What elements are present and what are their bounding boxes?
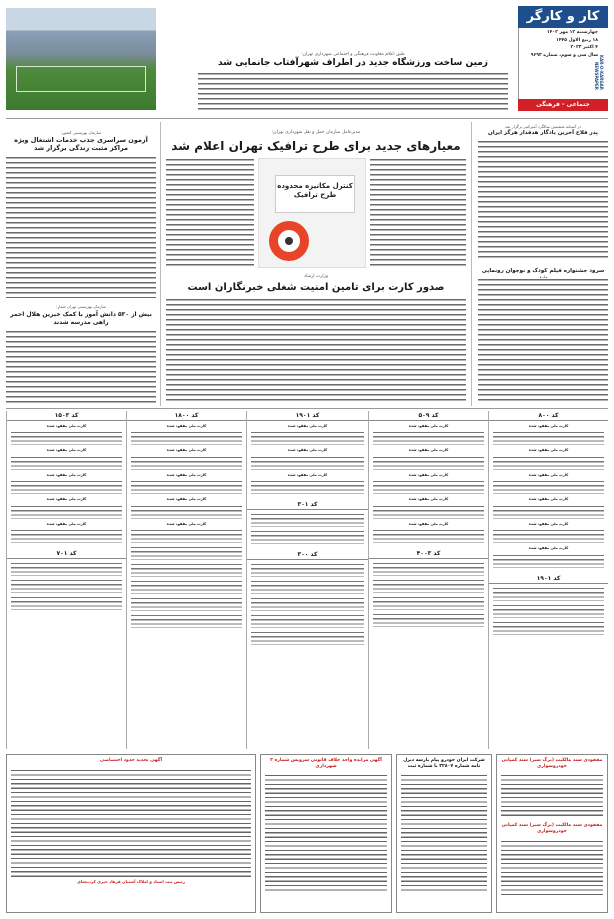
notice	[251, 580, 364, 594]
lead-body-text	[198, 72, 508, 112]
classified-column	[368, 411, 488, 749]
notice	[493, 505, 604, 519]
notice	[11, 579, 122, 593]
notice	[131, 597, 242, 611]
notice-heading: کارت ملی مفقود شده	[287, 424, 328, 428]
notice	[131, 505, 242, 519]
notice-heading: کارت ملی مفقود شده	[528, 448, 569, 453]
code-header: کد ۴۰۰۳	[369, 549, 488, 559]
main-headline: معیارهای جدید برای طرح ترافیک تهران اعلام شد	[171, 139, 461, 153]
classified-column	[126, 411, 246, 749]
notice	[251, 456, 364, 470]
classified-grid	[6, 411, 608, 749]
camera-icon	[269, 221, 309, 261]
date-persian: چهارشنبه ۱۲ مهر ۱۴۰۲	[546, 30, 598, 35]
notice	[493, 431, 604, 445]
notice	[373, 505, 484, 519]
notice	[373, 529, 484, 543]
notice	[131, 480, 242, 494]
notice-heading: کارت ملی مفقود شده	[528, 497, 569, 502]
notice	[11, 431, 122, 445]
notice	[131, 529, 242, 543]
notice-box-title: آگهی مزایده واحد خلاف قانونی سرویس شماره ۳ شهرداری	[270, 758, 382, 769]
notice	[493, 554, 604, 568]
notice-box	[496, 754, 608, 913]
notice-box-text	[401, 774, 487, 892]
left2-headline: بیش از ۵۳۰ دانش آموز با کمک خیرین هلال احمر راهی مدرسه شدند	[10, 311, 152, 326]
notice	[131, 580, 242, 594]
right-story2-headline: سرود جشنواره فیلم کودک و نوجوان رونمایی	[481, 268, 605, 274]
left2-body-text	[6, 330, 156, 404]
newspaper-page	[6, 6, 608, 913]
notice	[493, 621, 604, 635]
notice	[131, 546, 242, 560]
stadium-photo	[6, 8, 156, 110]
lead-headline: زمین ساخت ورزشگاه جدید در اطراف شهرآفتاب جانمایی شد	[218, 58, 488, 68]
notice	[251, 597, 364, 611]
notice	[251, 631, 364, 645]
code-header: کد ۱۵۰۳	[7, 411, 126, 421]
notice-heading: کارت ملی مفقود شده	[46, 448, 87, 453]
notice-heading: کارت ملی مفقود شده	[166, 424, 207, 428]
notice-heading: کارت ملی مفقود شده	[46, 521, 87, 526]
right-story-kicker: در آستانه ششمین سالگرد آمیرکبیر برگزار شد	[504, 124, 582, 129]
code-header: کد ۵۰۹	[369, 411, 488, 421]
notice	[131, 456, 242, 470]
masthead	[518, 6, 608, 111]
notice-heading: کارت ملی مفقود شده	[287, 472, 328, 477]
notice-box-title: مفقودی سند مالکیت (برگ سبز) سند کمپانی خودروسواری	[501, 823, 603, 835]
notice-heading: کارت ملی مفقود شده	[408, 424, 449, 428]
right-story-headline: پدر فلاح آخرین یادگار هدفدار هرگز ایران	[488, 130, 598, 136]
notice-heading: کارت ملی مفقود شده	[408, 472, 449, 477]
notice-box-text	[501, 840, 603, 898]
notice-heading: کارت ملی مفقود شده	[528, 424, 569, 428]
mid-headline: صدور کارت برای تامین امنیت شغلی خبرنگاران است	[187, 282, 445, 293]
main-body-left	[166, 158, 254, 268]
left-body-text	[6, 156, 156, 298]
notice-box-title: مفقودی سند مالکیت (برگ سبز) سند کمپانی خودروسواری	[501, 758, 603, 769]
column-rule	[471, 122, 472, 406]
notice	[251, 614, 364, 628]
notice-box-title: شرکت ایران خودرو پیام پارسه دیزل نامه شماره ۳۲۸۰۷ با شماره ثبت	[403, 758, 485, 769]
notice	[493, 529, 604, 543]
notice-heading: کارت ملی مفقود شده	[528, 546, 569, 551]
notice-heading: کارت ملی مفقود شده	[166, 472, 207, 477]
notice-box-text	[501, 774, 603, 818]
notice	[11, 505, 122, 519]
main-body-right	[370, 158, 466, 268]
legal-notices	[6, 754, 608, 913]
notice	[373, 596, 484, 610]
notice	[373, 579, 484, 593]
divider	[6, 118, 608, 119]
notice	[493, 480, 604, 494]
notice	[373, 480, 484, 494]
date-hijri: ۱۸ ربیع الاول ۱۴۴۵	[556, 37, 598, 43]
right-story2-body	[478, 278, 608, 404]
date-gregorian: ۴ اکتبر ۲۰۲۳	[570, 45, 598, 51]
traffic-camera-photo	[258, 158, 366, 268]
code-header: کد ۱۸۰۰	[127, 411, 246, 421]
notice	[11, 480, 122, 494]
lead-kicker: طبق اعلام معاونت فرهنگی و اجتماعی شهرداری تهران:	[301, 52, 405, 57]
notice	[373, 613, 484, 627]
divider	[6, 408, 608, 409]
notice	[373, 431, 484, 445]
main-kicker: مدیرعامل سازمان حمل و نقل شهرداری تهران:	[271, 130, 361, 135]
notice-heading: کارت ملی مفقود شده	[166, 521, 207, 526]
traffic-sign: کنترل مکانیزه محدوده طرح ترافیک	[275, 175, 355, 213]
notice-heading: کارت ملی مفقود شده	[46, 472, 87, 477]
code-header: کد ۷۰۱	[7, 549, 126, 559]
notice	[251, 563, 364, 577]
notice-heading: کارت ملی مفقود شده	[408, 448, 449, 453]
code-header: کد ۳۰۰	[247, 550, 368, 560]
column-rule	[160, 122, 161, 406]
notice-heading: کارت ملی مفقود شده	[46, 497, 87, 502]
notice	[11, 456, 122, 470]
notice	[493, 587, 604, 601]
notice	[493, 456, 604, 470]
newspaper-logo: کار و کارگر	[518, 6, 608, 28]
notice	[131, 614, 242, 628]
notice-box	[260, 754, 392, 913]
code-header: کد ۸۰۰	[489, 411, 608, 421]
notice	[251, 480, 364, 494]
left2-kicker: سازمان بهزیستی تهران شعار:	[56, 304, 106, 309]
notice-heading: کارت ملی مفقود شده	[408, 521, 449, 526]
left-headline: آزمون سراسری جذب خدمات اشتغال ویژه مراکز مثبت زندگی برگزار شد	[14, 136, 148, 153]
notice-heading: کارت ملی مفقود شده	[528, 472, 569, 477]
notice-box	[6, 754, 256, 913]
notice	[131, 431, 242, 445]
brand-vertical-text: KAR-O-KARGAR NEWSPAPER	[594, 55, 604, 90]
notice	[251, 513, 364, 527]
classified-column	[488, 411, 608, 749]
notice-box-text	[11, 769, 251, 877]
notice	[11, 596, 122, 610]
left-kicker: سازمان بهزیستی کشور:	[60, 130, 102, 135]
notice	[11, 562, 122, 576]
notice-heading: کارت ملی مفقود شده	[46, 424, 87, 428]
classified-column	[6, 411, 126, 749]
notice-box	[396, 754, 492, 913]
notice-heading: کارت ملی مفقود شده	[408, 497, 449, 502]
code-header: کد ۱۹۰۱	[489, 574, 608, 584]
notice-box-title: آگهی تحدید حدود اختصاصی	[99, 758, 163, 763]
notice	[11, 529, 122, 543]
notice-heading: کارت ملی مفقود شده	[528, 521, 569, 526]
right-story-body	[478, 140, 608, 260]
notice-heading: کارت ملی مفقود شده	[166, 497, 207, 502]
issue-info	[522, 30, 598, 61]
notice-box-text	[265, 774, 387, 892]
classified-column	[246, 411, 368, 749]
notice-heading: کارت ملی مفقود شده	[287, 448, 328, 453]
mid-kicker: وزارت ارشاد	[303, 274, 328, 279]
notice	[493, 604, 604, 618]
notice-heading: کارت ملی مفقود شده	[166, 448, 207, 453]
section-label: جتماعی - فرهنگی	[518, 99, 608, 111]
notice	[373, 562, 484, 576]
mid-body-text	[166, 298, 466, 404]
notice	[131, 563, 242, 577]
notice	[251, 530, 364, 544]
notice	[373, 456, 484, 470]
code-header: کد ۳۰۱	[247, 500, 368, 510]
code-header: کد ۱۹۰۱	[247, 411, 368, 421]
registrar-signature: رئیس ثبت اسناد و املاک آشتیان فرهاد خیری کردبچه‌ای	[77, 878, 185, 884]
notice	[251, 431, 364, 445]
issue-number: سال سی و سوم، شماره ۹۶۹۳	[530, 52, 598, 58]
